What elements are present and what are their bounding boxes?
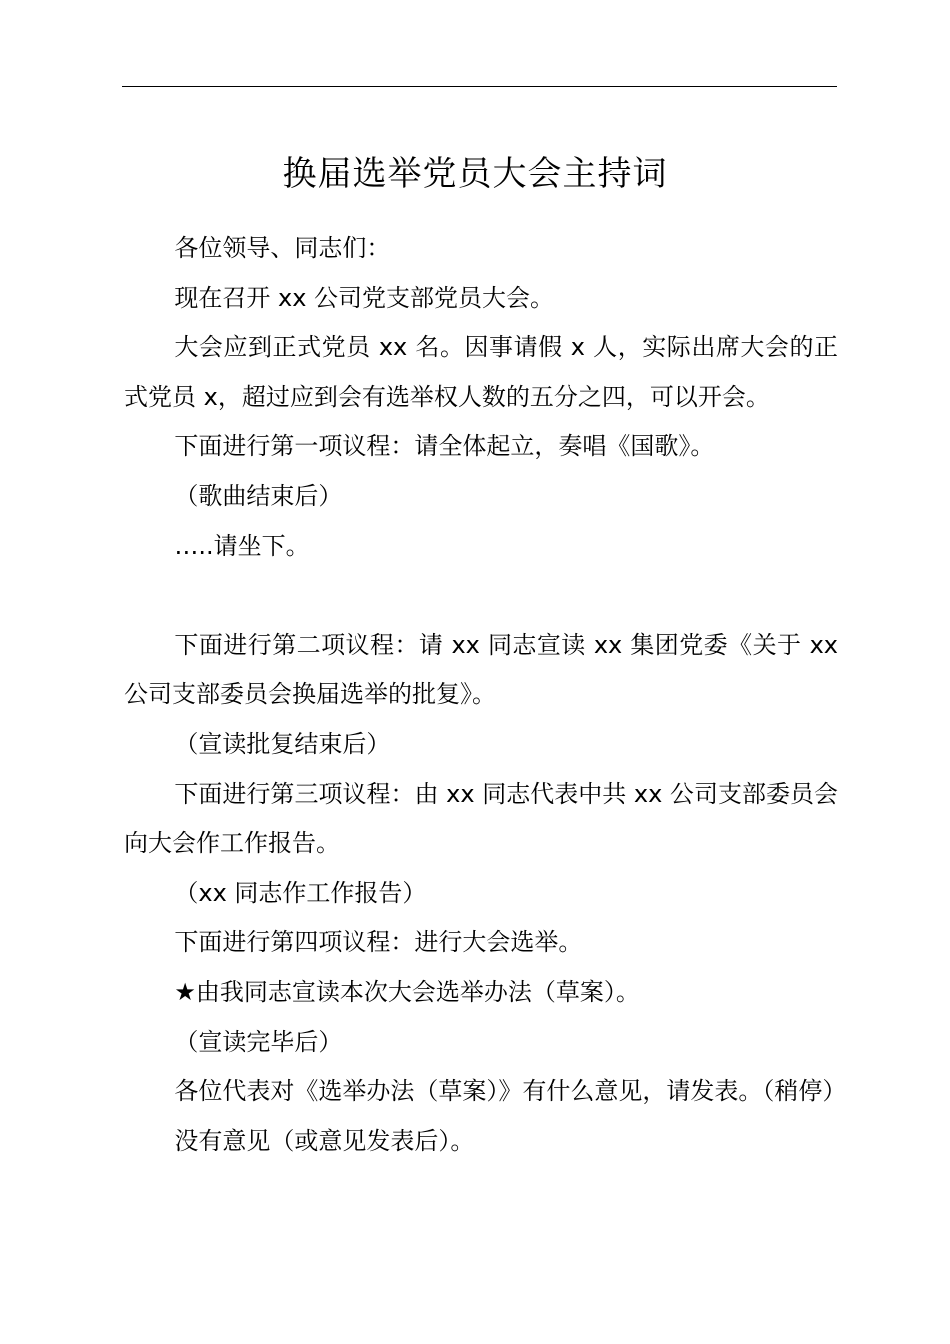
paragraph-opinions: 各位代表对《选举办法（草案）》有什么意见，请发表。（稍停） <box>174 1077 847 1106</box>
blank-line <box>124 571 838 621</box>
paragraph-note-song: （歌曲结束后） <box>174 481 343 510</box>
paragraph-agenda-3: 下面进行第三项议程：由 xx 同志代表中共 xx 公司支部委员会向大会作工作报告。 <box>124 779 838 858</box>
paragraph-note-finished: （宣读完毕后） <box>174 1027 343 1056</box>
paragraph-no-opinions: 没有意见（或意见发表后）。 <box>174 1126 475 1155</box>
paragraph-agenda-2: 下面进行第二项议程：请 xx 同志宣读 xx 集团党委《关于 xx 公司支部委员会换届选举的批复》。 <box>124 630 838 709</box>
paragraph-opening: 现在召开 xx 公司党支部党员大会。 <box>174 283 555 312</box>
paragraph-note-report: （xx 同志作工作报告） <box>174 878 427 907</box>
paragraph-note-reading: （宣读批复结束后） <box>174 729 391 758</box>
document-title: 换届选举党员大会主持词 <box>282 154 668 194</box>
paragraph-agenda-4: 下面进行第四项议程：进行大会选举。 <box>174 928 583 957</box>
paragraph-greeting: 各位领导、同志们： <box>174 234 391 262</box>
paragraph-attendance: 大会应到正式党员 xx 名。因事请假 x 人，实际出席大会的正式党员 x，超过应到会有选举权人数的五分之四，可以开会。 <box>124 333 838 411</box>
document-body <box>124 224 847 1166</box>
paragraph-sit-down: …..请坐下。 <box>174 531 310 560</box>
header-rule <box>122 86 837 87</box>
paragraph-election-rules: ★由我同志宣读本次大会选举办法（草案）。 <box>174 977 640 1006</box>
paragraph-agenda-1: 下面进行第一项议程：请全体起立，奏唱《国歌》。 <box>174 432 715 461</box>
